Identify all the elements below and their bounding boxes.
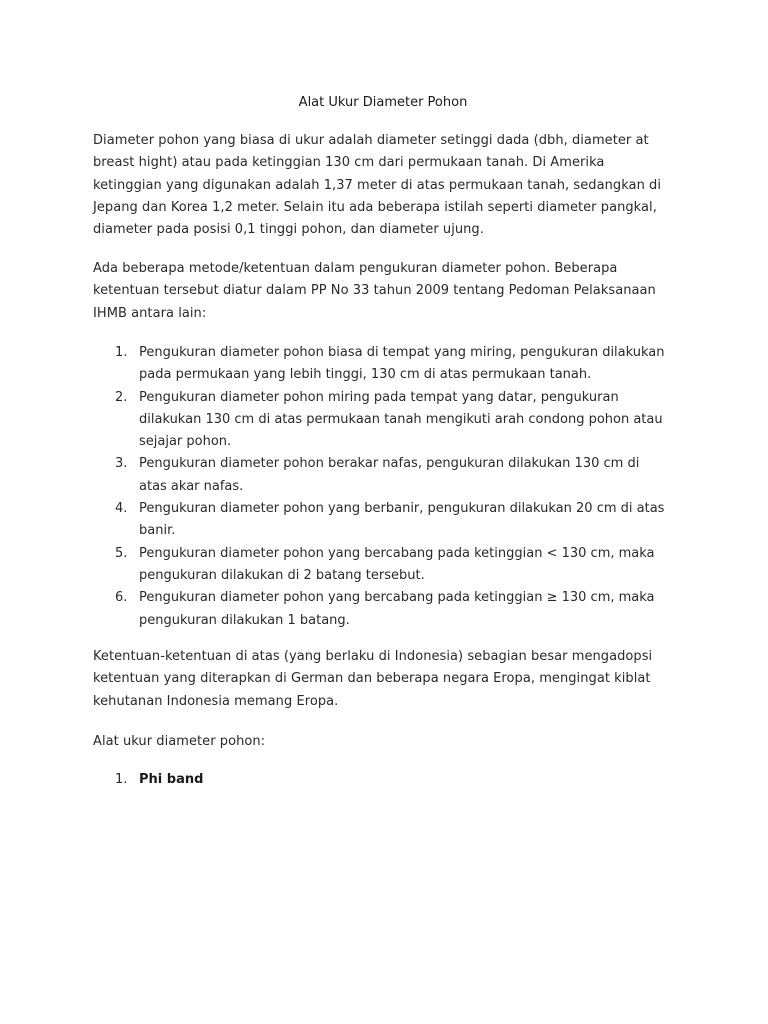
list-number: 3. [115,456,128,472]
list-item [93,769,203,791]
text-line: kehutanan Indonesia memang Eropa. [93,693,339,709]
list-number: 2. [115,389,128,405]
conclusion-paragraph [93,646,678,713]
list-item [93,342,665,387]
text-line: pada permukaan yang lebih tinggi, 130 cm di atas permukaan tanah. [139,367,592,383]
text-line: ketentuan tersebut diatur dalam PP No 33 tahun 2009 tentang Pedoman Pelaksanaan [93,283,656,299]
list-item [93,587,665,632]
tools-intro-paragraph [93,731,678,753]
text-line: Alat ukur diameter pohon: [93,734,266,749]
tools-list [93,769,203,791]
document-title: Alat Ukur Diameter Pohon [298,95,468,110]
text-line: Pengukuran diameter pohon yang berbanir, pengukuran dilakukan 20 cm di atas [139,501,665,517]
tool-label: Phi band [139,772,204,787]
text-line: diameter pada posisi 0,1 tinggi pohon, dan diameter ujung. [93,222,484,238]
list-number: 1. [115,345,128,360]
text-line: Pengukuran diameter pohon miring pada tempat yang datar, pengukuran [139,389,619,405]
list-item [93,498,665,543]
methods-paragraph [93,258,678,325]
text-line: banir. [139,523,176,539]
list-number: 6. [115,590,128,606]
list-item [93,453,665,498]
text-line: Diameter pohon yang biasa di ukur adalah diameter setinggi dada (dbh, diameter at [93,133,649,148]
text-line: atas akar nafas. [139,478,244,494]
text-line: Pengukuran diameter pohon biasa di tempat yang miring, pengukuran dilakukan [139,345,665,360]
list-number: 4. [115,501,128,517]
text-line: Pengukuran diameter pohon berakar nafas, pengukuran dilakukan 130 cm di [139,456,640,472]
text-line: ketentuan yang diterapkan di German dan beberapa negara Eropa, mengingat kiblat [93,671,651,687]
text-line: Ada beberapa metode/ketentuan dalam pengukuran diameter pohon. Beberapa [93,261,618,276]
text-line: Pengukuran diameter pohon yang bercabang pada ketinggian ≥ 130 cm, maka [139,590,655,606]
list-item [93,387,665,454]
text-line: IHMB antara lain: [93,305,207,321]
rules-list [93,342,665,632]
text-line: dilakukan 130 cm di atas permukaan tanah mengikuti arah condong pohon atau [139,411,663,427]
text-line: sejajar pohon. [139,434,232,450]
text-line: Jepang dan Korea 1,2 meter. Selain itu ada beberapa istilah seperti diameter pangkal, [93,199,657,215]
list-item [93,543,665,588]
text-line: Pengukuran diameter pohon yang bercabang pada ketinggian < 130 cm, maka [139,545,655,561]
text-line: Ketentuan-ketentuan di atas (yang berlaku di Indonesia) sebagian besar mengadopsi [93,649,653,664]
intro-paragraph [93,130,678,241]
text-line: ketinggian yang digunakan adalah 1,37 meter di atas permukaan tanah, sedangkan di [93,177,662,193]
list-number: 5. [115,545,128,561]
text-line: breast hight) atau pada ketinggian 130 cm dari permukaan tanah. Di Amerika [93,155,605,171]
text-line: pengukuran dilakukan 1 batang. [139,612,350,628]
list-number: 1. [115,772,128,787]
text-line: pengukuran dilakukan di 2 batang tersebut. [139,567,425,583]
